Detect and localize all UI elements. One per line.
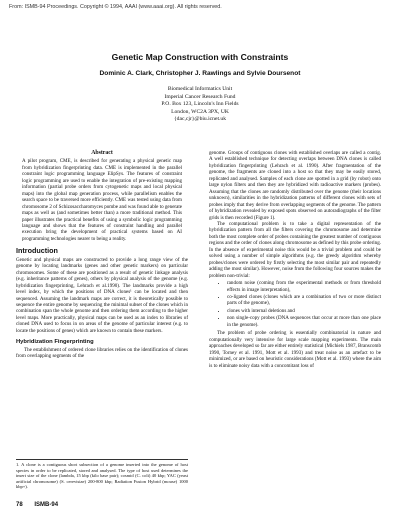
- left-column: [16, 150, 188, 360]
- list-item: • co-ligated clones (clones which are a combination of two or more distinct parts of the genome),: [227, 294, 381, 307]
- hybridization-paragraph: The establishment of ordered clone libraries relies on the identification of clones from overlapping segments of the: [16, 346, 188, 360]
- affiliation-line: London, WC2A 3PX, UK: [171, 108, 229, 115]
- body-paragraph: The problem of probe ordering is essentially combinatorial in nature and computationally very intensive for large scale mapping experiments. The main approaches developed so far are either entirely statistical (Michiels 1987, Branscomb 1990, Torney et al. 1991, Mott et al. 1993) and treat noise as an artefact to be minimized, or are based on heuristic considerations (Mott et al. 1993) where the aim is to eliminate noisy data with a concomitant loss of: [209, 330, 381, 369]
- paper-authors: Dominic A. Clark, Christopher J. Rawlings and Sylvie Doursenot: [99, 70, 301, 77]
- page-footer: [16, 502, 58, 508]
- body-paragraph: genome. Groups of contiguous clones with established overlaps are called a contig. A well established technique for detecting overlaps between DNA clones is called hybridization fingerprinting (Lehrach et al. 1990). After fragmentation of the genome, the fragments are cloned into a host so that they may be easily stored, replicated and analysed. Samples of each clone are spotted in a grid (by robot) onto large nylon filters and then they are hybridized with radioactive markers (probes). Assuming that the clones are randomly distributed over the genome (their locations unknown), similarities in the hybridization patterns of different clones with sets of probes imply that they derive from overlapping segments of the genome. The pattern of hybridization revealed by exposed spots observed on autoradiographs of the filter grids is then recorded (Figure 1).: [209, 150, 381, 221]
- affiliation-email: {dac,cjr}@biu.icnet.uk: [174, 116, 226, 123]
- page-number: 78: [16, 502, 23, 508]
- footnote: 1. A clone is a contiguous short subsection of a genome inserted into the genome of host species in order to be replicated, stored and analysed. The type of host used determines the insert size of the clone (lambda, 15 kbp (kilo base pair); cosmid (C. coli) 40 kbp; YAC (yeast artificial chromosome) (S. cerevisiae) 200-800 kbp; Radiation Fusion Hybrid (mouse) 1000 kbp+).: [16, 459, 188, 490]
- introduction-paragraph: Genetic and physical maps are constructed to provide a long range view of the genome by locating landmarks (genes and other genetic markers) on particular chromosomes. Some of these are positioned as a result of genetic linkage analysis (e.g. inheritance patterns of genes), others by physical analysis of the genome (e.g. hybridization fingerprinting, Lehrach et al.1990). The landmarks provide a high level index, by which the positions of DNA clones¹ can be located and then sequenced. Assuming the landmark maps are correct, it is theoretically possible to sequence the entire genome by sequencing the minimal subset of the clones which in combination span the whole genome and then ordering them according to the higher level maps. More practically, physical maps can be used as an index to libraries of cloned DNA used to focus in on areas of the genome of particular interest (e.g. to locate the positions of genes) which are known to contain these markers.: [16, 256, 188, 334]
- hybridization-heading: Hybridization Fingerprinting: [16, 339, 94, 346]
- list-item: • clones with internal deletions and: [227, 308, 381, 314]
- copyright-line: From: ISMB-94 Proceedings. Copyright © 1994, AAAI (www.aaai.org). All rights reserved.: [9, 4, 222, 10]
- affiliation-line: Biomedical Informatics Unit: [167, 86, 233, 92]
- introduction-heading: Introduction: [16, 246, 58, 256]
- noise-source-list: [209, 280, 381, 328]
- venue-label: ISMB-94: [34, 502, 59, 508]
- affiliation-line: Imperial Cancer Research Fund: [164, 93, 236, 100]
- abstract-heading: Abstract: [91, 150, 113, 156]
- paper-title: Genetic Map Construction with Constraints: [111, 52, 289, 62]
- list-item: • non single-copy probes (DNA sequences that occur at more than one place in the genome).: [227, 315, 381, 328]
- right-column: [209, 150, 381, 369]
- abstract-text: A pilot program, CME, is described for generating a physical genetic map from hybridization fingerprinting data. CME is implemented in the parallel constraint logic programming language ElipSys. The features of constraint logic programming are used to enable the integration of pre-existing mapping information (partial probe orders from cytogenetic maps and local physical maps) into the global map generation process, while parallelism enables the search space to be traversed more efficiently. CME was tested using data from chromosome 2 of Schizosaccharomyces pombe and was found able to generate maps as well as (and sometimes better than) a more traditional method. This paper illustrates the practical benefits of using a symbolic logic programming language and shows that the features of constraint handling and parallel execution bring the development of practical systems based on AI programming technologies nearer to being a reality.: [22, 158, 182, 242]
- list-item: • random noise (coming from the experimental methods or from threshold effects in image interpretation),: [227, 280, 381, 293]
- body-paragraph: The computational problem is to take a digital representation of the hybridization pattern from all the filters covering the chromosome and determine both the most complete order of probes containing the greatest number of contiguous regions and the order of clones along chromosome as defined by this probe ordering. In the absence of experimental noise this would be a trivial problem and could be solved using a number of simple algorithms (e.g. the greedy algorithm whereby probes/clones were ordered by firstly selecting the most similar pair and repeatedly adding the most similar). However, noise from the following four sources makes the problem non-trivial:: [209, 220, 381, 279]
- affiliation-line: P.O. Box 123, Lincoln's Inn Fields: [161, 101, 239, 108]
- affiliation-block: [0, 86, 400, 124]
